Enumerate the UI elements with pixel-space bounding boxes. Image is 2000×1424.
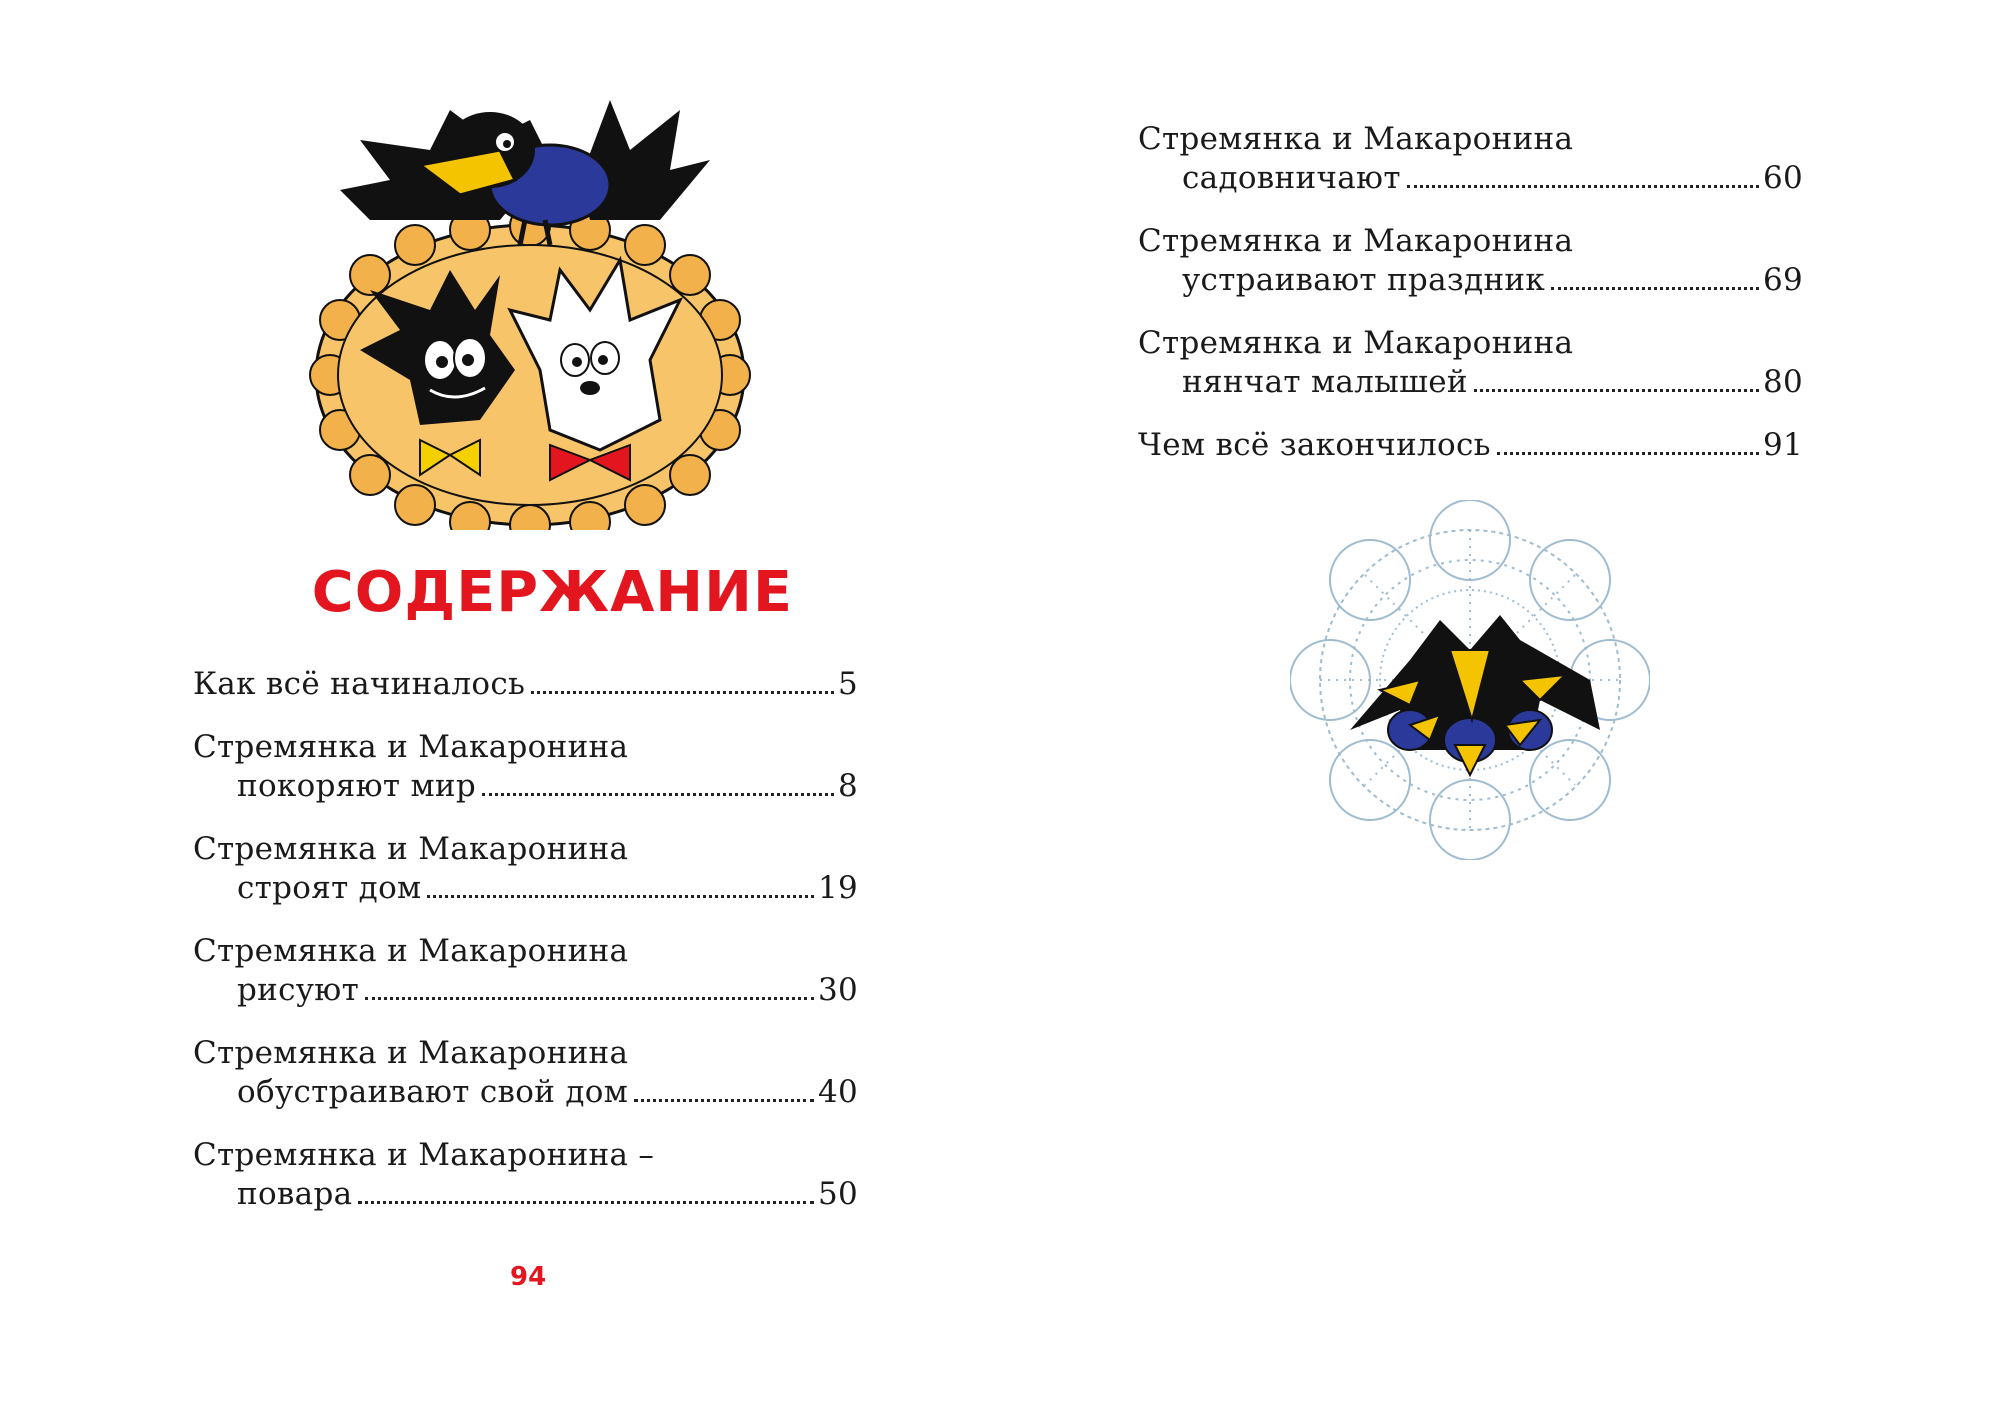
toc-page-number: 69 bbox=[1762, 262, 1803, 298]
leader-dots bbox=[358, 1201, 814, 1204]
toc-entry-line bbox=[193, 869, 858, 908]
toc-page-number: 91 bbox=[1762, 427, 1803, 463]
leader-dots bbox=[634, 1099, 814, 1102]
toc-entry-title: Чем всё закончилось bbox=[1138, 427, 1491, 463]
crow-icon bbox=[340, 100, 710, 245]
leader-dots bbox=[531, 691, 834, 694]
toc-entry-subtitle: повара bbox=[237, 1176, 353, 1212]
toc-entry-title: Стремянка и Макаронина bbox=[1138, 223, 1574, 259]
leader-dots bbox=[482, 793, 834, 796]
right-page bbox=[1000, 0, 2000, 1424]
toc-entry[interactable] bbox=[193, 728, 858, 806]
page-number: 94 bbox=[510, 1262, 547, 1292]
toc-page-number: 50 bbox=[817, 1176, 858, 1212]
toc-entry-line bbox=[1138, 159, 1803, 198]
toc-entry-title: Стремянка и Макаронина bbox=[193, 933, 629, 969]
toc-heading: СОДЕРЖАНИЕ bbox=[311, 560, 794, 625]
toc-entry-line bbox=[193, 665, 858, 704]
toc-entry[interactable] bbox=[193, 1034, 858, 1112]
toc-entry-line bbox=[193, 1175, 858, 1214]
toc-entry-subtitle: строят дом bbox=[237, 870, 422, 906]
toc-entry-title: Стремянка и Макаронина bbox=[1138, 121, 1574, 157]
toc-list-left bbox=[193, 665, 858, 1238]
toc-entry-subtitle: нянчат малышей bbox=[1182, 364, 1468, 400]
toc-page-number: 19 bbox=[817, 870, 858, 906]
toc-entry-title: Стремянка и Макаронина bbox=[193, 1035, 629, 1071]
toc-entry-subtitle: покоряют мир bbox=[237, 768, 476, 804]
toc-entry[interactable] bbox=[1138, 120, 1803, 198]
toc-entry-line bbox=[1138, 261, 1803, 300]
toc-page-number: 30 bbox=[817, 972, 858, 1008]
characters-oval-illustration bbox=[300, 70, 760, 530]
leader-dots bbox=[427, 895, 814, 898]
toc-entry[interactable] bbox=[1138, 426, 1803, 465]
toc-list-right bbox=[1138, 120, 1803, 489]
toc-entry-title: Стремянка и Макаронина – bbox=[193, 1137, 655, 1173]
leader-dots bbox=[1474, 389, 1759, 392]
crows-doily-illustration bbox=[1290, 500, 1650, 860]
toc-entry-line bbox=[1138, 426, 1803, 465]
toc-entry[interactable] bbox=[193, 665, 858, 704]
toc-entry-title: Как всё начиналось bbox=[193, 666, 526, 702]
leader-dots bbox=[1497, 452, 1759, 455]
toc-entry-subtitle: садовничают bbox=[1182, 160, 1401, 196]
toc-entry-subtitle: рисуют bbox=[237, 972, 360, 1008]
toc-page-number: 80 bbox=[1762, 364, 1803, 400]
toc-entry[interactable] bbox=[1138, 222, 1803, 300]
leader-dots bbox=[1551, 287, 1759, 290]
toc-entry[interactable] bbox=[1138, 324, 1803, 402]
scalloped-oval bbox=[310, 206, 750, 530]
toc-entry-title: Стремянка и Макаронина bbox=[193, 831, 629, 867]
toc-entry[interactable] bbox=[193, 1136, 858, 1214]
toc-entry[interactable] bbox=[193, 830, 858, 908]
leader-dots bbox=[1407, 185, 1759, 188]
toc-page-number: 8 bbox=[837, 768, 858, 804]
toc-page-number: 60 bbox=[1762, 160, 1803, 196]
toc-entry-title: Стремянка и Макаронина bbox=[1138, 325, 1574, 361]
toc-entry-line bbox=[193, 971, 858, 1010]
toc-entry[interactable] bbox=[193, 932, 858, 1010]
toc-entry-line bbox=[193, 767, 858, 806]
leader-dots bbox=[365, 997, 814, 1000]
toc-page-number: 5 bbox=[837, 666, 858, 702]
crow-family-icon bbox=[1350, 615, 1600, 775]
toc-page-number: 40 bbox=[817, 1074, 858, 1110]
toc-entry-subtitle: устраивают праздник bbox=[1182, 262, 1546, 298]
toc-entry-subtitle: обустраивают свой дом bbox=[237, 1074, 629, 1110]
toc-entry-title: Стремянка и Макаронина bbox=[193, 729, 629, 765]
toc-entry-line bbox=[193, 1073, 858, 1112]
toc-entry-line bbox=[1138, 363, 1803, 402]
